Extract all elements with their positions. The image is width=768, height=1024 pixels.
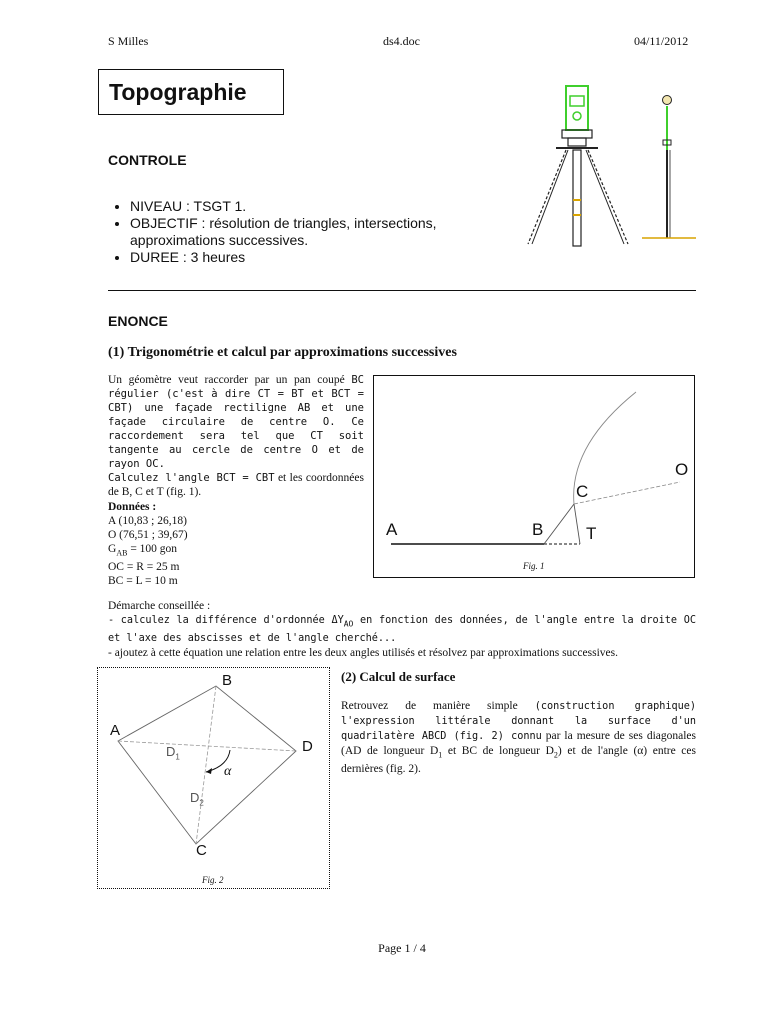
subscript: 1: [175, 752, 180, 762]
text-span: Retrouvez de manière simple: [341, 700, 518, 712]
controle-heading: CONTROLE: [108, 152, 187, 168]
text-span: CBT) une façade rectiligne AB et une façade circulaire de centre O. Ce raccordement sera tel que CT soit tangente au cercle de centre O et de rayon OC.: [108, 402, 364, 470]
quadrilateral-abcd: [118, 686, 296, 844]
text-span: BC régulier (c'est à dire CT = BT et BCT =: [108, 374, 365, 400]
diagonal-bc: [196, 686, 216, 844]
donnees-title: Données :: [108, 501, 157, 513]
prism-pole-icon: [642, 96, 696, 239]
fig2-label-c: C: [196, 842, 207, 859]
list-item: • NIVEAU : TSGT 1.: [130, 198, 500, 215]
header-author: S Milles: [108, 34, 149, 48]
figure-1-drawing: [374, 376, 693, 576]
text-span: ) et de l'angle (α) entre ces dernières (fig. 2).: [341, 745, 696, 776]
demarche-step-1: [108, 613, 696, 646]
enonce-heading: ENONCE: [108, 313, 168, 329]
demarche-step-2: - ajoutez à cette équation une relation entre les deux angles utilisés et résolvez par approximations successives.: [108, 647, 618, 660]
header-date: 04/11/2012: [634, 34, 689, 48]
demarche-block: [108, 599, 696, 660]
fig2-label-d2: [190, 790, 204, 808]
figure-2-drawing: [98, 668, 328, 887]
divider: [108, 290, 696, 291]
header-file: ds4.doc: [383, 34, 420, 48]
fig2-label-b: B: [222, 672, 233, 689]
text-span: (construction graphique) l'expression littérale donnant la surface d'un quadrilatère ABCD (fig. 2) connu: [341, 701, 697, 742]
text-span: D: [166, 744, 176, 759]
text-span: G: [108, 543, 117, 555]
donnee-item: O (76,51 ; 39,67): [108, 529, 188, 541]
text-span: Calculez l'angle BCT = CBT: [108, 472, 275, 484]
donnee-item: OC = R = 25 m: [108, 561, 180, 574]
subscript: 1: [438, 750, 443, 760]
fig1-label-c: C: [576, 482, 589, 501]
text-span: D: [190, 790, 200, 805]
text-span: Un géomètre veut raccorder par un pan coupé: [108, 374, 345, 386]
fig2-caption: Fig. 2: [202, 875, 224, 885]
angle-arrow: [206, 768, 212, 774]
subscript: 2: [553, 750, 558, 760]
total-station-icon: [556, 86, 598, 148]
section2-heading: (2) Calcul de surface: [341, 669, 456, 684]
figure-1: [373, 375, 695, 578]
page-title: Topographie: [98, 69, 284, 115]
fig2-label-d1: [166, 744, 180, 762]
controle-list: [108, 198, 500, 266]
fig2-label-alpha: α: [224, 764, 232, 779]
list-item: • DUREE : 3 heures: [130, 249, 500, 266]
subscript: 2: [199, 798, 204, 808]
donnee-item: [108, 543, 178, 558]
tripod-icon: [528, 150, 628, 246]
section1-heading: (1) Trigonométrie et calcul par approximations successives: [108, 345, 457, 360]
segment-co: [574, 482, 680, 504]
fig1-label-o: O: [675, 460, 689, 479]
donnees-block: [108, 500, 358, 588]
segment-bc: [544, 504, 574, 544]
text-span: en fonction des données, de l'angle entre la droite OC et l'axe des abscisses et de l'angle cherché...: [108, 615, 696, 645]
text-span: = 100 gon: [127, 543, 178, 555]
fig2-label-d: D: [302, 738, 313, 755]
fig1-caption: Fig. 1: [523, 561, 545, 571]
subscript: AO: [343, 619, 354, 629]
donnee-item: BC = L = 10 m: [108, 575, 178, 588]
page-number: Page 1 / 4: [378, 941, 426, 955]
text-span: - calculez la différence d'ordonnée ΔY: [108, 615, 344, 626]
demarche-title: Démarche conseillée :: [108, 600, 211, 612]
text-span: et BC de longueur D: [442, 745, 554, 757]
figure-2: [97, 667, 330, 889]
section2-paragraph: [341, 699, 696, 776]
fig1-label-a: A: [386, 520, 398, 539]
fig1-label-b: B: [532, 520, 544, 539]
text-span: par la mesure de ses diagonales (AD de longueur D: [341, 730, 696, 757]
segment-ct: [574, 504, 580, 544]
fig1-label-t: T: [586, 524, 597, 543]
diagonal-ad: [118, 741, 296, 751]
text-span: et les coordonnées de B, C et T (fig. 1).: [108, 472, 364, 498]
subscript: AB: [116, 548, 128, 558]
survey-instrument-illustration: [520, 80, 700, 250]
donnee-item: A (10,83 ; 26,18): [108, 515, 187, 527]
section1-paragraph: [108, 373, 364, 499]
fig2-label-a: A: [110, 722, 121, 739]
list-item: • OBJECTIF : résolution de triangles, intersections, approximations successives.: [130, 215, 500, 249]
